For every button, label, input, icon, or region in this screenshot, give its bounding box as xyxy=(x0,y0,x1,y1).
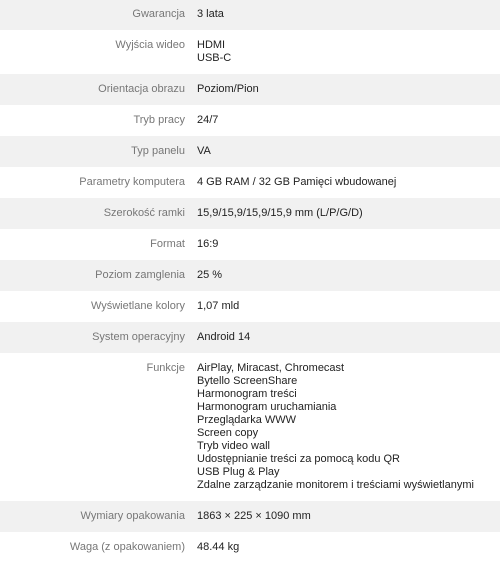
spec-value xyxy=(185,167,500,198)
spec-value-line: 48.44 kg xyxy=(197,541,240,553)
spec-value-line: Udostępnianie treści za pomocą kodu QR xyxy=(197,453,400,465)
spec-value-line: AirPlay, Miracast, Chromecast xyxy=(197,362,345,374)
spec-label: Typ panelu xyxy=(131,145,185,157)
spec-row xyxy=(0,322,500,353)
spec-value-line: Poziom/Pion xyxy=(197,83,259,95)
spec-label: Gwarancja xyxy=(132,8,185,20)
spec-value-line: Przeglądarka WWW xyxy=(197,414,297,426)
spec-value-line: Tryb video wall xyxy=(197,440,270,452)
spec-value-line: HDMI xyxy=(197,39,226,51)
spec-value xyxy=(185,260,500,291)
spec-value-line: 16:9 xyxy=(197,238,219,250)
spec-value-line: 25 % xyxy=(197,269,223,281)
spec-row xyxy=(0,136,500,167)
spec-label: System operacyjny xyxy=(92,331,185,343)
spec-row xyxy=(0,198,500,229)
spec-label: Parametry komputera xyxy=(79,176,185,188)
spec-value xyxy=(185,0,500,30)
spec-row xyxy=(0,532,500,563)
spec-label: Waga (z opakowaniem) xyxy=(69,541,185,553)
spec-label: Funkcje xyxy=(146,362,185,374)
spec-value-line: 1863 × 225 × 1090 mm xyxy=(197,510,311,522)
spec-value-line: 4 GB RAM / 32 GB Pamięci wbudowanej xyxy=(197,176,397,188)
spec-value-line: Harmonogram treści xyxy=(197,388,297,400)
spec-row xyxy=(0,0,500,30)
spec-row xyxy=(0,501,500,532)
spec-label: Tryb pracy xyxy=(133,114,185,126)
spec-value xyxy=(185,532,500,563)
spec-label: Format xyxy=(150,238,185,250)
spec-label: Szerokość ramki xyxy=(103,207,185,219)
spec-value xyxy=(185,322,500,353)
spec-value-line: 15,9/15,9/15,9/15,9 mm (L/P/G/D) xyxy=(197,207,363,219)
spec-row xyxy=(0,291,500,322)
spec-value xyxy=(185,198,500,229)
spec-value-line: VA xyxy=(197,145,211,157)
spec-row xyxy=(0,260,500,291)
spec-row xyxy=(0,353,500,501)
spec-value xyxy=(185,501,500,532)
spec-value-line: 24/7 xyxy=(197,114,219,126)
spec-value xyxy=(185,136,500,167)
spec-value-line: Zdalne zarządzanie monitorem i treściami wyświetlanymi xyxy=(197,479,474,491)
spec-value-line: 3 lata xyxy=(197,8,224,20)
spec-value xyxy=(185,353,500,501)
spec-value-line: USB-C xyxy=(197,52,232,64)
spec-value xyxy=(185,74,500,105)
spec-row xyxy=(0,105,500,136)
spec-row xyxy=(0,74,500,105)
spec-label: Wymiary opakowania xyxy=(80,510,185,522)
spec-label: Wyjścia wideo xyxy=(115,39,185,51)
spec-value-line: Harmonogram uruchamiania xyxy=(197,401,337,413)
spec-label: Wyświetlane kolory xyxy=(90,300,185,312)
spec-row xyxy=(0,167,500,198)
spec-value xyxy=(185,291,500,322)
spec-row xyxy=(0,30,500,74)
spec-value-line: Bytello ScreenShare xyxy=(197,375,298,387)
spec-label: Orientacja obrazu xyxy=(98,83,185,95)
spec-value xyxy=(185,105,500,136)
spec-value xyxy=(185,30,500,74)
spec-value-line: Screen copy xyxy=(197,427,259,439)
spec-value-line: 1,07 mld xyxy=(197,300,240,312)
spec-value-line: Android 14 xyxy=(197,331,251,343)
spec-value-line: USB Plug & Play xyxy=(197,466,280,478)
spec-row xyxy=(0,229,500,260)
spec-label: Poziom zamglenia xyxy=(95,269,185,281)
spec-value xyxy=(185,229,500,260)
